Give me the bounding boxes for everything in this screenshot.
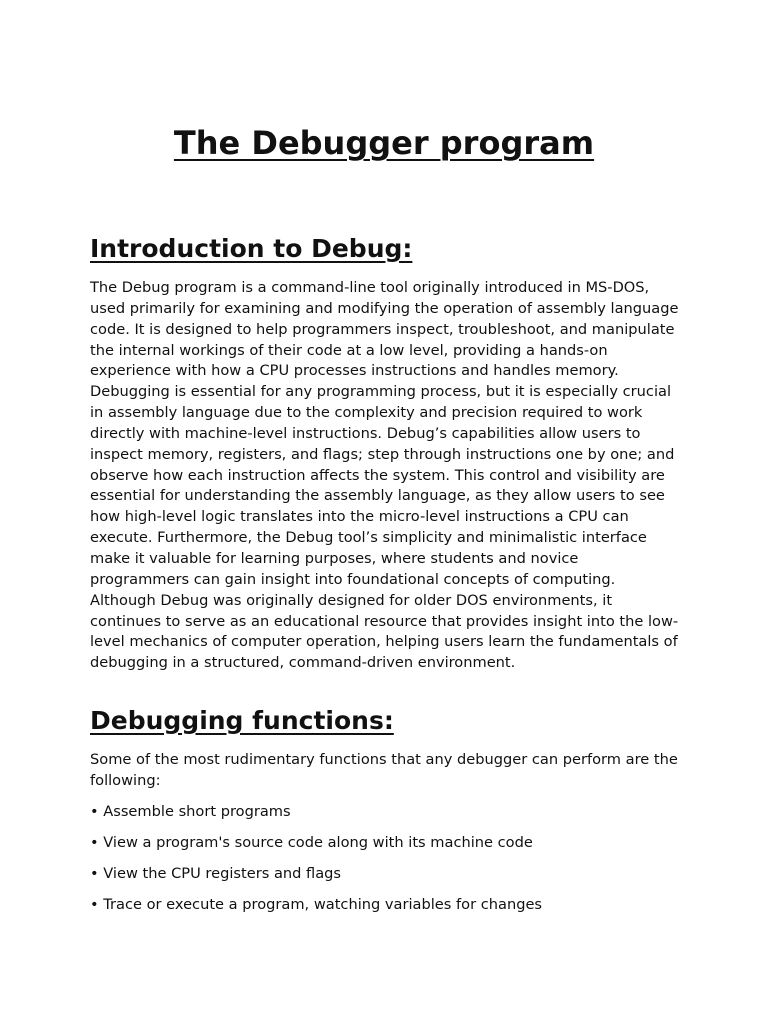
section-heading-debugging-functions: Debugging functions: <box>90 706 394 735</box>
list-item: • View the CPU registers and flags <box>90 865 342 882</box>
introduction-paragraph: The Debug program is a command-line tool originally introduced in MS-DOS, used primarily for examining and modifying the operation of assembly language code. It is designed to help programmers inspect, troubleshoot, and manipulate the internal workings of their code at a low level, providing a hands-on experience with how a CPU processes instructions and handles memory. Debugging is essential for any programming process, but it is especially crucial in assembly language due to the complexity and precision required to work directly with machine-level instructions. Debug’s capabilities allow users to inspect memory, registers, and flags; step through instructions one by one; and observe how each instruction affects the system. This control and visibility are essential for understanding the assembly language, as they allow users to see how high-level logic translates into the micro-level instructions a CPU can execute. Furthermore, the Debug tool’s simplicity and minimalistic interface make it valuable for learning purposes, where students and novice programmers can gain insight into foundational concepts of computing. Although Debug was originally designed for older DOS environments, it continues to serve as an educational resource that provides insight into the low-level mechanics of computer operation, helping users learn the fundamentals of debugging in a structured, command-driven environment. <box>90 279 679 672</box>
page-title <box>0 123 768 163</box>
list-item: • Assemble short programs <box>90 803 291 820</box>
section-heading-introduction: Introduction to Debug: <box>90 234 413 263</box>
list-item: • View a program's source code along with its machine code <box>90 834 533 851</box>
list-item: • Trace or execute a program, watching variables for changes <box>90 896 543 913</box>
page-title-text: The Debugger program <box>173 124 595 162</box>
debugging-functions-paragraph: Some of the most rudimentary functions that any debugger can perform are the following: <box>90 751 678 789</box>
debugging-functions-list <box>90 801 690 925</box>
